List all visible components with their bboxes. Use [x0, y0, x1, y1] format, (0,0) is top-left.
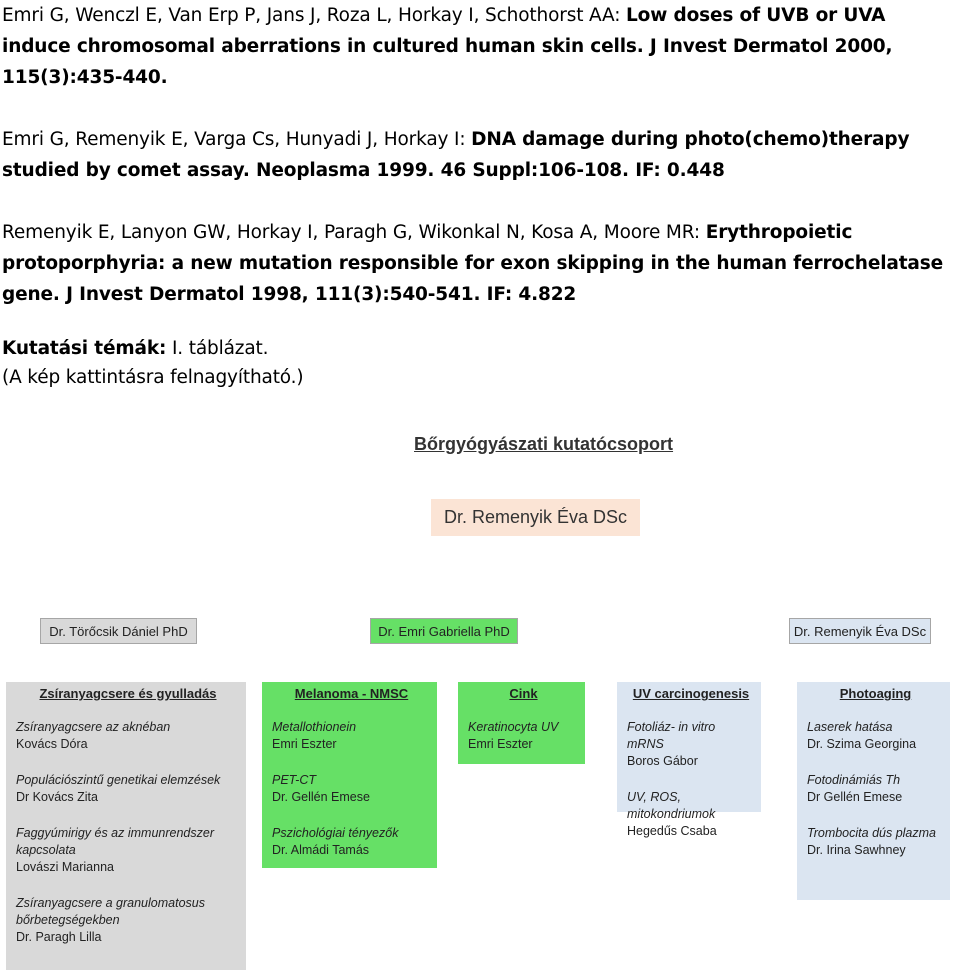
column-entry: [468, 719, 579, 753]
column-title: Melanoma - NMSC: [294, 686, 409, 701]
entry-person: Dr. Szima Georgina: [807, 737, 917, 751]
column-entry: [16, 719, 240, 753]
entry-topic: Pszichológiai tényezők: [272, 826, 399, 840]
entry-person: Hegedűs Csaba: [627, 824, 717, 838]
reference-authors: Remenyik E, Lanyon GW, Horkay I, Paragh G, Wikonkal N, Kosa A, Moore MR:: [2, 222, 706, 243]
topics-note: (A kép kattintásra felnagyítható.): [2, 367, 304, 388]
column-uv-carcinogenesis: [617, 682, 761, 838]
lead-box-green: Dr. Emri Gabriella PhD: [370, 618, 518, 644]
entry-person: Dr. Paragh Lilla: [16, 930, 102, 944]
column-entry: [807, 825, 944, 859]
entry-person: Dr Gellén Emese: [807, 790, 903, 804]
lead-box-blue: Dr. Remenyik Éva DSc: [789, 618, 931, 644]
topics-label: Kutatási témák:: [2, 338, 167, 359]
entry-topic: Keratinocyta UV: [468, 720, 559, 734]
column-entry: [807, 719, 944, 753]
reference-source: J Invest Dermatol 1998, 111(3):540-541. IF: 4.822: [59, 284, 577, 305]
lead-box-gray: Dr. Törőcsik Dániel PhD: [40, 618, 197, 644]
reference-title: Low doses of UVB or UVA induce chromosomal aberrations in cultured human skin cells.: [2, 5, 886, 57]
chart-title: Bőrgyógyászati kutatócsoport: [414, 434, 674, 454]
entry-topic: Metallothionein: [272, 720, 357, 734]
entry-person: Dr. Irina Sawhney: [807, 843, 906, 857]
column-entry: [627, 789, 755, 840]
reference-source: Neoplasma 1999. 46 Suppl:106-108. IF: 0.448: [249, 160, 725, 181]
reference-2: [2, 124, 957, 186]
column-melanoma: [262, 682, 437, 868]
entry-person: Emri Eszter: [272, 737, 337, 751]
entry-person: Dr. Almádi Tamás: [272, 843, 370, 857]
column-entry: [16, 895, 240, 946]
topics-line: [2, 334, 303, 363]
column-entry: [627, 719, 755, 770]
column-title: Photoaging: [839, 686, 912, 701]
entry-person: Boros Gábor: [627, 754, 698, 768]
entry-person: Emri Eszter: [468, 737, 533, 751]
column-entry: [16, 825, 240, 876]
column-entry: [16, 772, 240, 806]
group-head-box: Dr. Remenyik Éva DSc: [431, 499, 640, 536]
column-entry: [272, 719, 431, 753]
reference-authors: Emri G, Remenyik E, Varga Cs, Hunyadi J, Horkay I:: [2, 129, 472, 150]
entry-person: Kovács Dóra: [16, 737, 88, 751]
reference-title: DNA damage during photo(chemo)therapy studied by comet assay.: [2, 129, 910, 181]
entry-topic: Trombocita dús plazma: [807, 826, 936, 840]
entry-topic: Fotoliáz- in vitro mRNS: [627, 720, 716, 751]
column-entry: [272, 825, 431, 859]
column-zinc: [458, 682, 585, 764]
column-title: Zsíranyagcsere és gyulladás: [39, 686, 217, 701]
entry-person: Dr Kovács Zita: [16, 790, 98, 804]
reference-1: [2, 0, 957, 93]
entry-topic: Populációszintű genetikai elemzések: [16, 773, 221, 787]
reference-source: J Invest Dermatol 2000, 115(3):435-440.: [2, 36, 893, 88]
entry-topic: Laserek hatása: [807, 720, 893, 734]
reference-title: Erythropoietic protoporphyria: a new mutation responsible for exon skipping in the human ferrochelatase gene.: [2, 222, 944, 305]
entry-topic: Faggyúmirigy és az immunrendszer kapcsolata: [16, 826, 214, 857]
column-photoaging: [797, 682, 950, 900]
reference-list: [2, 0, 957, 310]
reference-3: [2, 217, 957, 310]
org-chart-image[interactable]: [0, 420, 960, 975]
column-title: UV carcinogenesis: [632, 686, 750, 701]
entry-topic: UV, ROS, mitokondriumok: [627, 790, 716, 821]
entry-person: Dr. Gellén Emese: [272, 790, 370, 804]
entry-topic: Zsíranyagcsere az aknéban: [16, 720, 171, 734]
entry-topic: Zsíranyagcsere a granulomatosus bőrbetegségekben: [16, 896, 205, 927]
column-entry: [807, 772, 944, 806]
entry-person: Lovászi Marianna: [16, 860, 114, 874]
entry-topic: Fotodinámiás Th: [807, 773, 901, 787]
column-lipid-inflammation: [6, 682, 246, 970]
research-topics: [2, 334, 303, 392]
topics-value: I. táblázat.: [166, 338, 269, 359]
column-entry: [272, 772, 431, 806]
reference-authors: Emri G, Wenczl E, Van Erp P, Jans J, Roza L, Horkay I, Schothorst AA:: [2, 5, 627, 26]
entry-topic: PET-CT: [272, 773, 316, 787]
column-title: Cink: [509, 686, 538, 701]
